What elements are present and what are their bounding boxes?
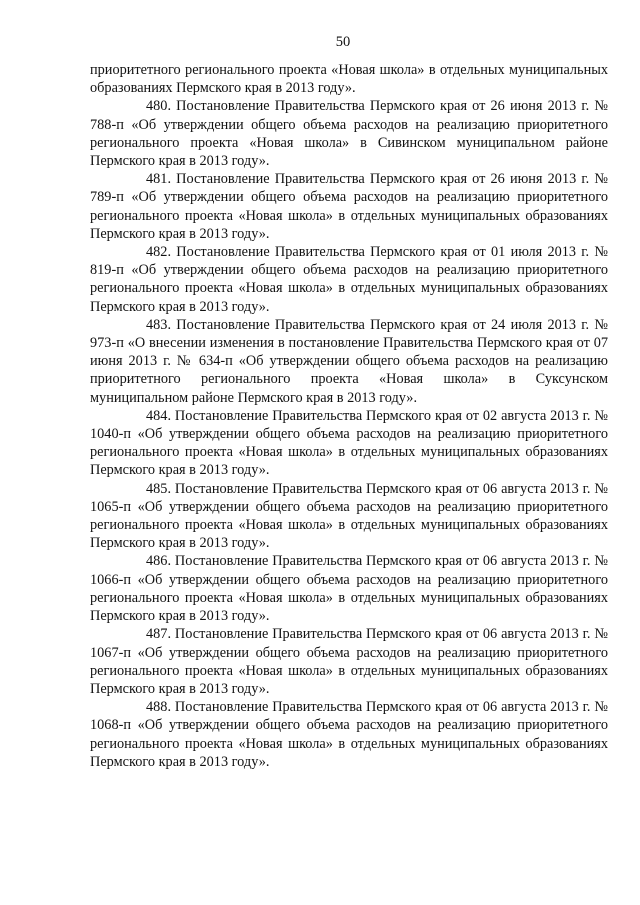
list-item-486: 486. Постановление Правительства Пермского края от 06 августа 2013 г. № 1066-п «Об утверждении общего объема расходов на реализацию приоритетного регионального проекта «Новая школа» в отдельных муниципальных образованиях Пермского края в 2013 году».	[90, 553, 608, 625]
list-item-480: 480. Постановление Правительства Пермского края от 26 июня 2013 г. № 788-п «Об утверждении общего объема расходов на реализацию приоритетного регионального проекта «Новая школа» в Сивинском муниципальном районе Пермского края в 2013 году».	[90, 98, 608, 170]
list-item-482: 482. Постановление Правительства Пермского края от 01 июля 2013 г. № 819-п «Об утверждении общего объема расходов на реализацию приоритетного регионального проекта «Новая школа» в отдельных муниципальных образованиях Пермского края в 2013 году».	[90, 244, 608, 315]
list-item-483: 483. Постановление Правительства Пермского края от 24 июля 2013 г. № 973-п «О внесении изменения в постановление Правительства Пермского края от 07 июня 2013 г. № 634-п «Об утверждении общего объема расходов на реализацию приоритетного регионального проекта «Новая школа» в Суксунском муниципальном районе Пермского края в 2013 году».	[90, 316, 608, 406]
paragraph-continuation: приоритетного регионального проекта «Новая школа» в отдельных муниципальных образованиях Пермского края в 2013 году».	[90, 62, 608, 97]
list-item-484: 484. Постановление Правительства Пермского края от 02 августа 2013 г. № 1040-п «Об утверждении общего объема расходов на реализацию приоритетного регионального проекта «Новая школа» в отдельных муниципальных образованиях Пермского края в 2013 году».	[90, 407, 608, 479]
list-item-485: 485. Постановление Правительства Пермского края от 06 августа 2013 г. № 1065-п «Об утверждении общего объема расходов на реализацию приоритетного регионального проекта «Новая школа» в отдельных муниципальных образованиях Пермского края в 2013 году».	[90, 480, 608, 552]
page-number: 50	[335, 34, 351, 50]
document-body	[90, 61, 608, 771]
list-item-481: 481. Постановление Правительства Пермского края от 26 июня 2013 г. № 789-п «Об утверждении общего объема расходов на реализацию приоритетного регионального проекта «Новая школа» в отдельных муниципальных образованиях Пермского края в 2013 году».	[90, 171, 608, 242]
list-item-488: 488. Постановление Правительства Пермского края от 06 августа 2013 г. № 1068-п «Об утверждении общего объема расходов на реализацию приоритетного регионального проекта «Новая школа» в отдельных муниципальных образованиях Пермского края в 2013 году».	[90, 699, 608, 770]
list-item-487: 487. Постановление Правительства Пермского края от 06 августа 2013 г. № 1067-п «Об утверждении общего объема расходов на реализацию приоритетного регионального проекта «Новая школа» в отдельных муниципальных образованиях Пермского края в 2013 году».	[90, 626, 608, 697]
